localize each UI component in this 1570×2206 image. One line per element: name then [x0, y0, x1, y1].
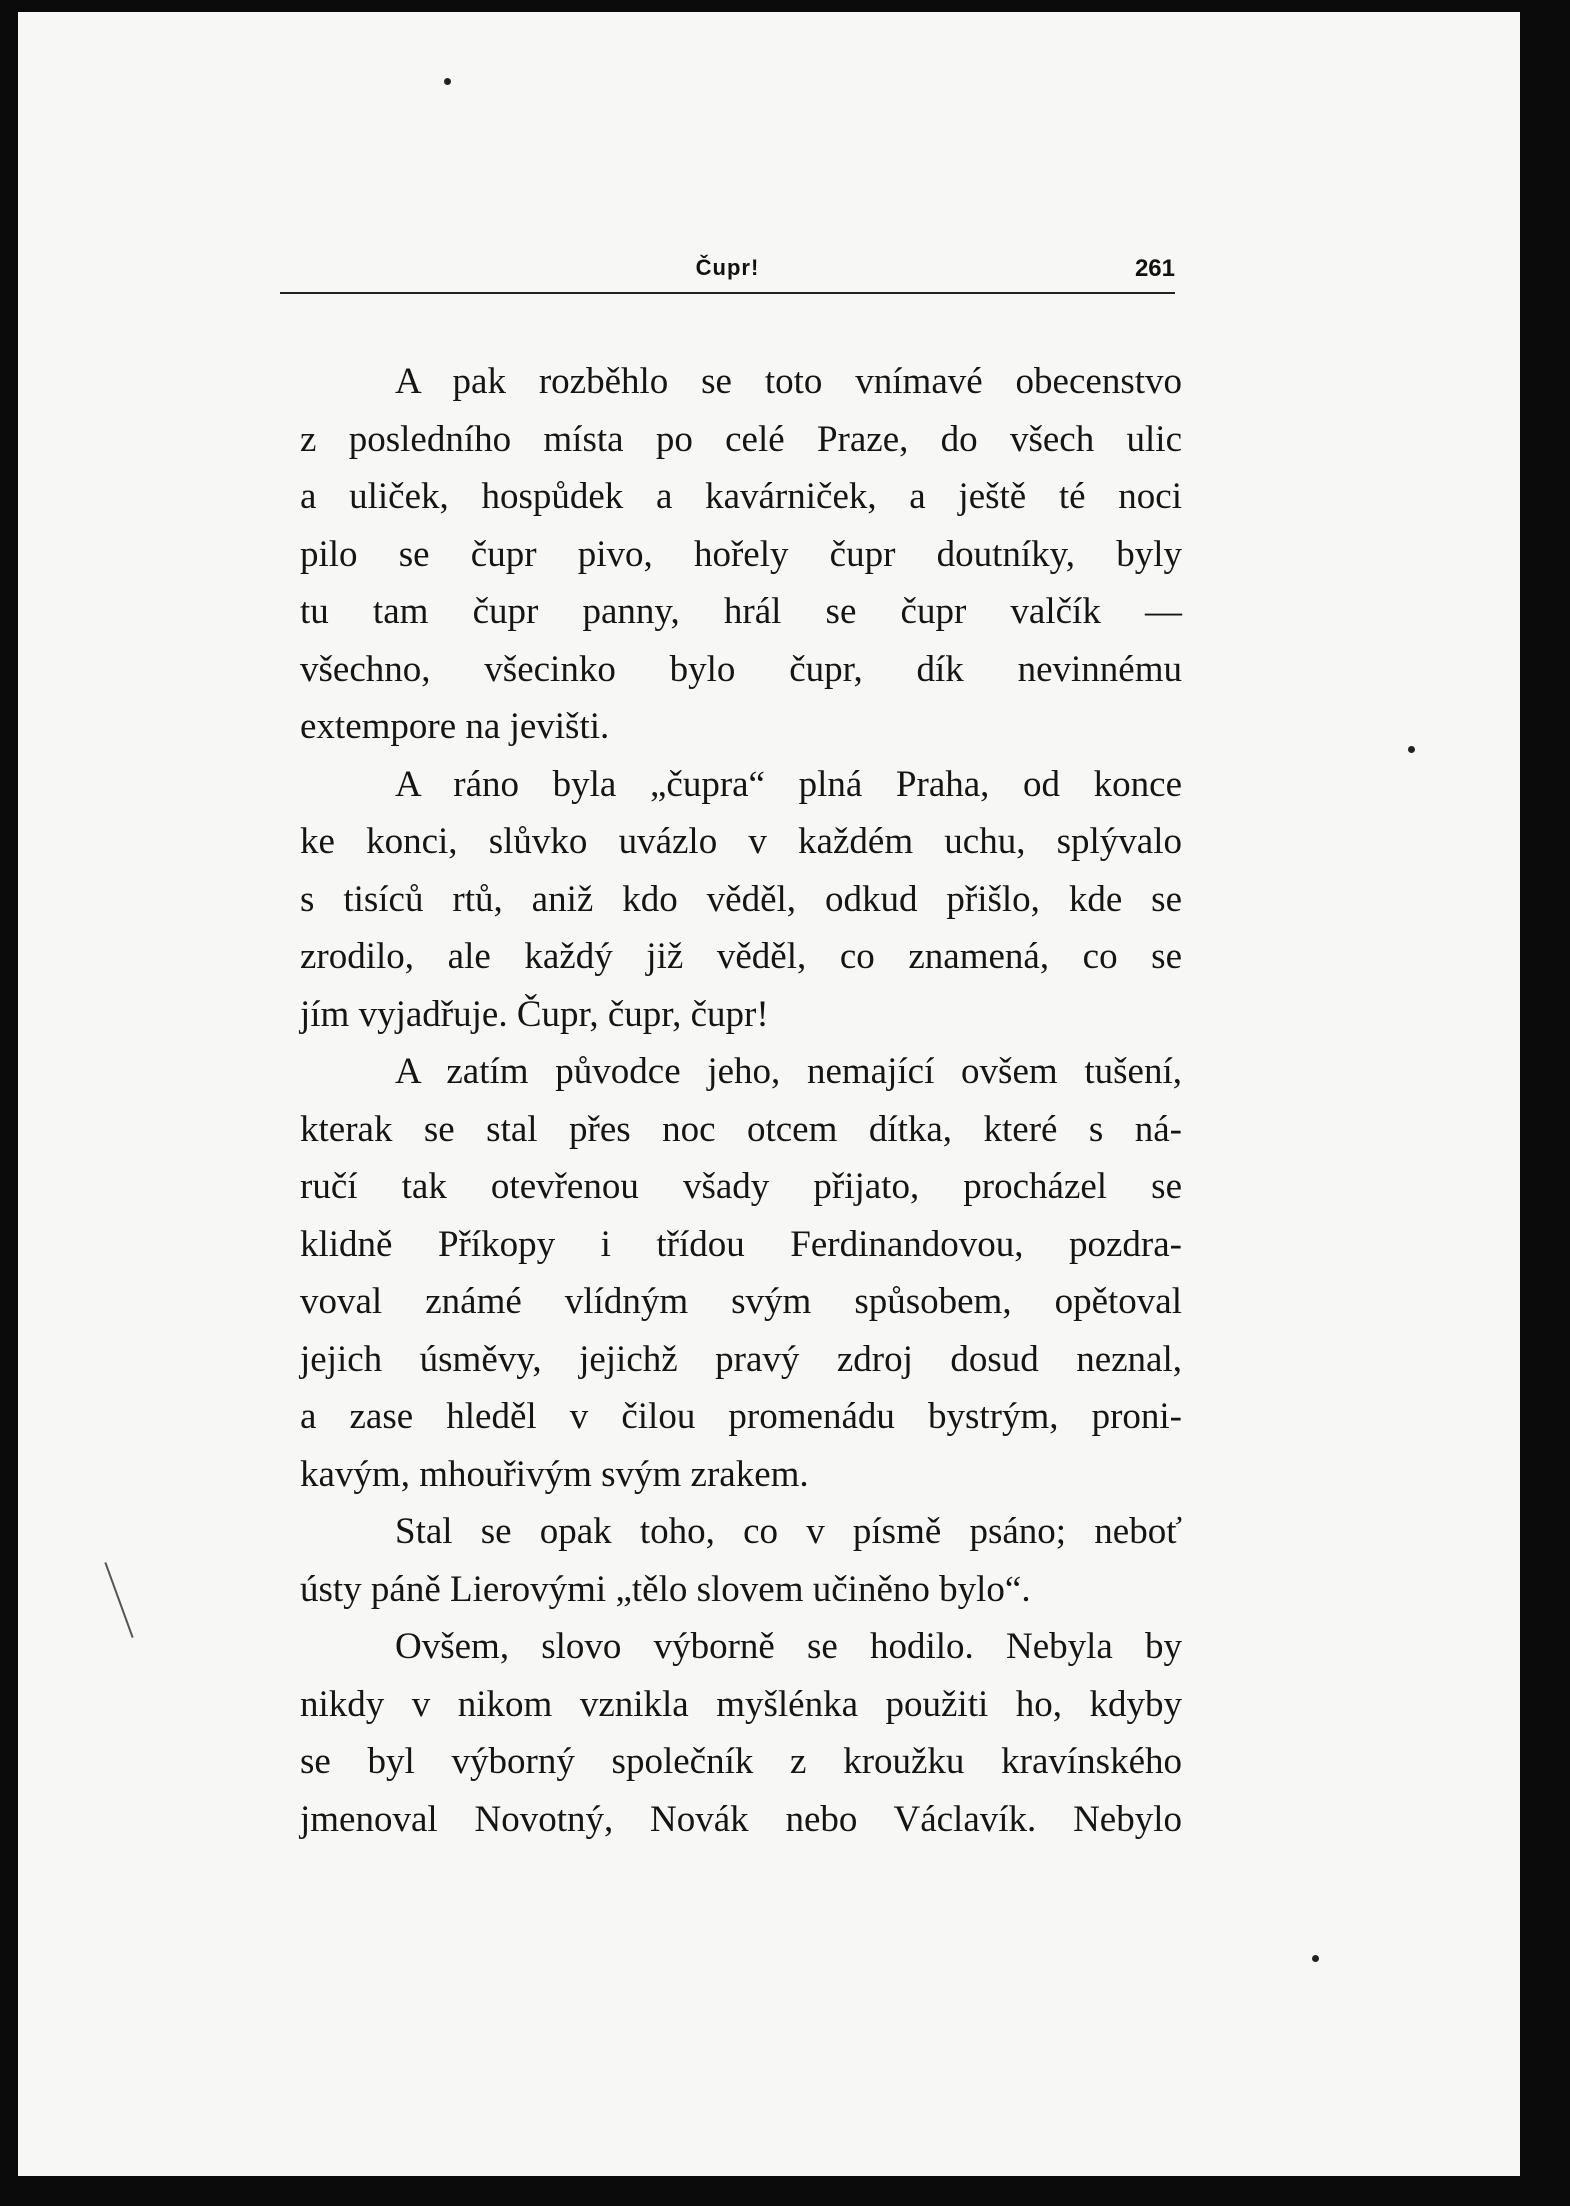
text-line: jejich úsměvy, jejichž pravý zdroj dosud neznal,: [300, 1338, 1182, 1380]
text-line: nikdy v nikom vznikla myšlénka použiti ho, kdyby: [300, 1683, 1182, 1725]
header-rule: [280, 292, 1175, 294]
speck-mark: [1408, 746, 1415, 753]
text-line: A pak rozběhlo se toto vnímavé obecenstvo: [395, 361, 1182, 402]
running-title: Čupr!: [695, 255, 760, 280]
text-line: z posledního místa po celé Praze, do všech ulic: [300, 418, 1182, 460]
speck-mark: [1312, 1955, 1319, 1962]
text-line: klidně Příkopy i třídou Ferdinandovou, pozdra-: [300, 1223, 1182, 1265]
page-edge-shadow: [1520, 0, 1570, 2206]
text-line: ručí tak otevřenou všady přijato, procházel se: [300, 1166, 1182, 1207]
text-line: se byl výborný společník z kroužku kravínského: [300, 1741, 1182, 1782]
text-line: a zase hleděl v čilou promenádu bystrým, proni-: [300, 1396, 1182, 1437]
text-line: ke konci, slůvko uvázlo v každém uchu, splývalo: [300, 821, 1182, 862]
page-header: [280, 255, 1175, 295]
text-line: jmenoval Novotný, Novák nebo Václavík. Nebylo: [300, 1798, 1182, 1840]
text-line: voval známé vlídným svým spůsobem, opětoval: [300, 1281, 1182, 1322]
speck-mark: [444, 78, 451, 85]
page-number: 261: [1134, 255, 1175, 282]
text-line: A ráno byla „čupra“ plná Praha, od konce: [395, 763, 1182, 805]
text-line: všechno, všecinko bylo čupr, dík nevinnému: [300, 648, 1182, 690]
text-line: ústy páně Lierovými „tělo slovem učiněno bylo“.: [300, 1568, 1031, 1610]
text-line: kavým, mhouřivým svým zrakem.: [300, 1453, 809, 1495]
text-line: a uliček, hospůdek a kavárniček, a ještě té noci: [300, 476, 1182, 517]
text-line: extempore na jevišti.: [300, 706, 610, 747]
body-text: [300, 353, 1182, 1848]
text-line: pilo se čupr pivo, hořely čupr doutníky, byly: [300, 533, 1182, 575]
text-line: jím vyjadřuje. Čupr, čupr, čupr!: [300, 993, 769, 1035]
text-line: tu tam čupr panny, hrál se čupr valčík —: [300, 591, 1182, 632]
text-line: kterak se stal přes noc otcem dítka, které s ná-: [300, 1108, 1182, 1150]
text-line: A zatím původce jeho, nemající ovšem tušení,: [395, 1051, 1182, 1092]
text-line: zrodilo, ale každý již věděl, co znamená, co se: [300, 936, 1182, 977]
text-line: Stal se opak toho, co v písmě psáno; neboť: [395, 1511, 1182, 1552]
text-line: Ovšem, slovo výborně se hodilo. Nebyla by: [395, 1626, 1182, 1667]
text-line: s tisíců rtů, aniž kdo věděl, odkud přišlo, kde se: [300, 878, 1182, 920]
